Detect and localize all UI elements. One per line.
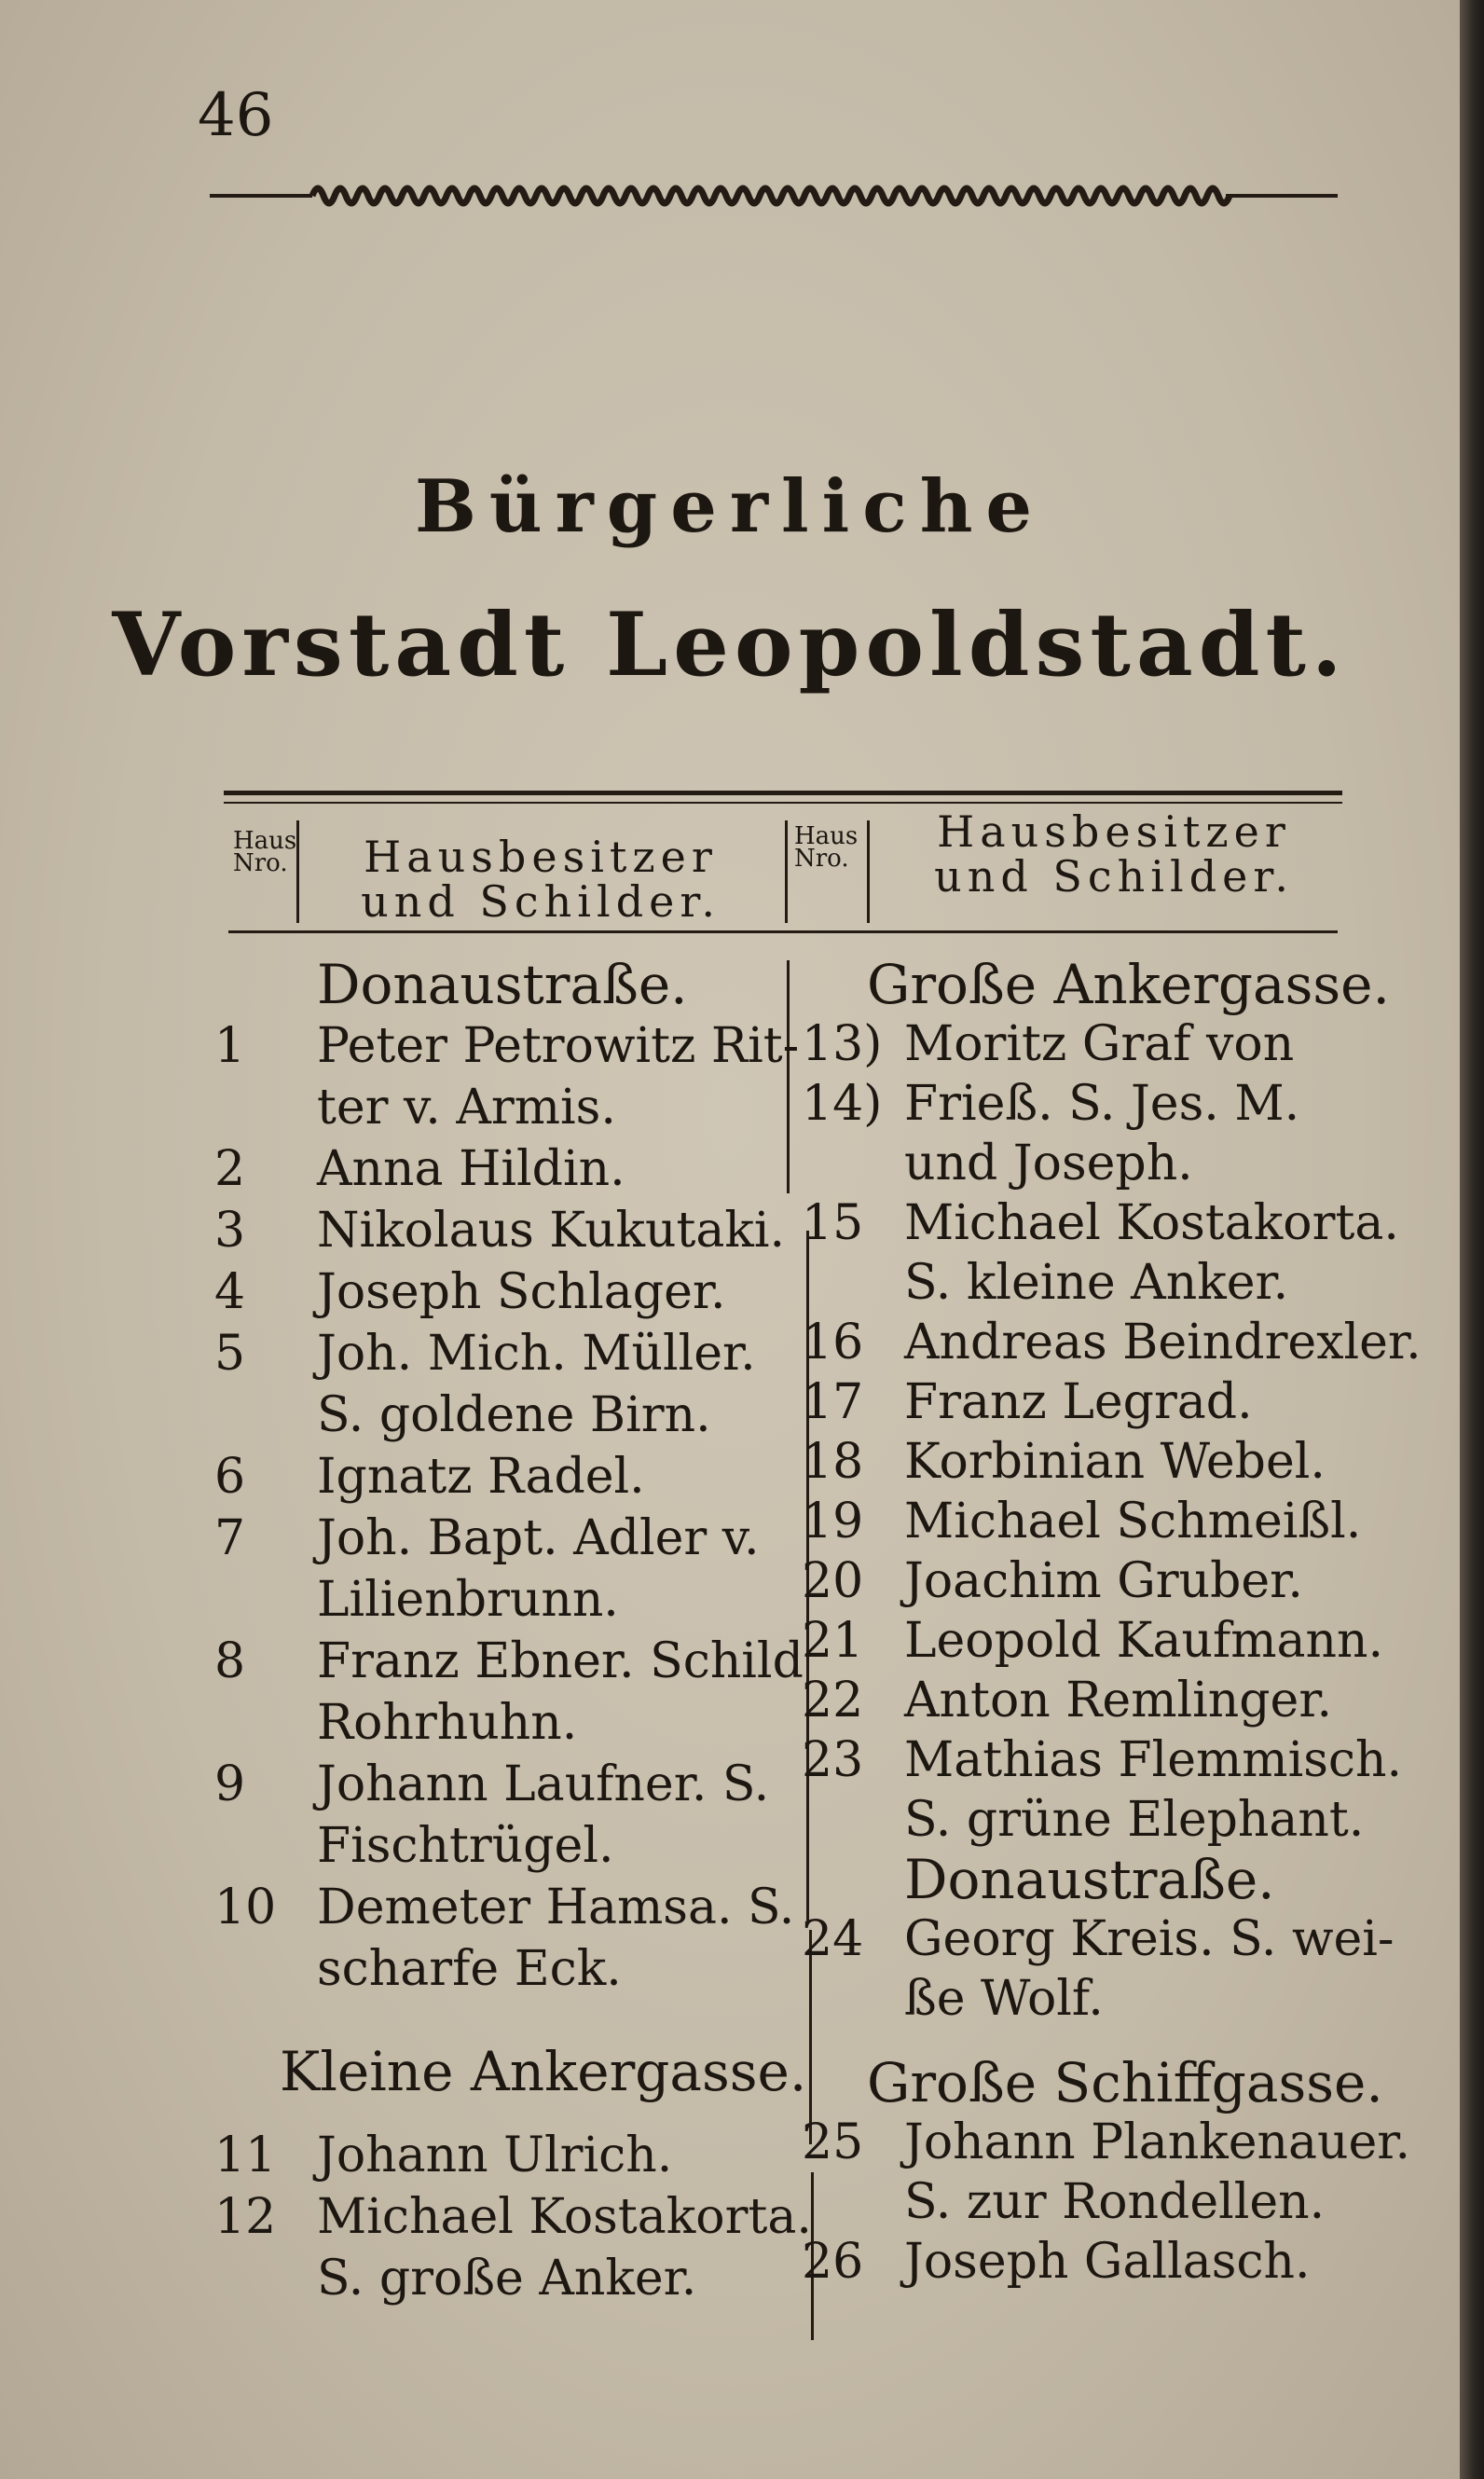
- owner-text: S. grüne Elephant.: [904, 1792, 1365, 1848]
- owner-text: Johann Ulrich.: [317, 2128, 673, 2183]
- owner-text: Franz Legrad.: [904, 1374, 1253, 1430]
- house-number-header-left: Haus Nro.: [233, 827, 297, 877]
- owner-text: Anna Hildin.: [317, 1141, 625, 1197]
- owner-text: Joachim Gruber.: [904, 1553, 1303, 1609]
- owner-text: Joseph Schlager.: [317, 1264, 726, 1320]
- house-number: 16: [802, 1315, 864, 1370]
- header-divider: [867, 820, 870, 923]
- house-number: 1: [214, 1018, 246, 1074]
- owner-text: Georg Kreis. S. wei-: [904, 1911, 1395, 1967]
- house-number: 14): [802, 1076, 883, 1132]
- house-number: 4: [214, 1264, 246, 1320]
- owner-text: Joh. Mich. Müller.: [317, 1326, 756, 1382]
- owner-text: und Joseph.: [904, 1136, 1193, 1191]
- house-number-header-right: Haus Nro.: [794, 822, 859, 873]
- owner-text: S. große Anker.: [317, 2251, 697, 2307]
- owner-text: Moritz Graf von: [904, 1016, 1295, 1072]
- house-number: 21: [802, 1613, 864, 1669]
- street-name: Große Schiffgasse.: [867, 2051, 1383, 2114]
- owner-text: Johann Plankenauer.: [904, 2114, 1410, 2170]
- owner-text: S. kleine Anker.: [904, 1255, 1289, 1311]
- header-top-rule: [224, 791, 1342, 795]
- house-number: 17: [802, 1374, 864, 1430]
- owner-text: Frieß. S. Jes. M.: [904, 1076, 1300, 1132]
- owner-text: Leopold Kaufmann.: [904, 1613, 1384, 1669]
- owner-text: ße Wolf.: [904, 1971, 1104, 2027]
- house-number: 7: [214, 1510, 246, 1566]
- house-number: 25: [802, 2114, 864, 2170]
- house-number: 11: [214, 2128, 277, 2183]
- owner-text: scharfe Eck.: [317, 1941, 622, 1997]
- owner-text: Peter Petrowitz Rit-: [317, 1018, 800, 1074]
- owner-text: Franz Ebner. Schild: [317, 1633, 804, 1689]
- owner-text: Demeter Hamsa. S.: [317, 1880, 795, 1935]
- house-number: 19: [802, 1494, 864, 1549]
- house-number: 15: [802, 1195, 864, 1251]
- owner-text: Joseph Gallasch.: [904, 2234, 1311, 2290]
- owner-text: S. goldene Birn.: [317, 1387, 711, 1443]
- wavy-rule-ornament: [210, 168, 1338, 224]
- owner-text: Rohrhuhn.: [317, 1695, 578, 1751]
- house-number: 13): [802, 1016, 883, 1072]
- owner-text: Andreas Beindrexler.: [904, 1315, 1422, 1370]
- street-name: Donaustraße.: [317, 953, 688, 1016]
- house-number: 6: [214, 1449, 246, 1505]
- owner-text: Joh. Bapt. Adler v.: [317, 1510, 760, 1566]
- owner-text: Johann Laufner. S.: [317, 1756, 770, 1812]
- header-divider: [785, 820, 788, 923]
- house-number: 23: [802, 1732, 864, 1788]
- house-number: 8: [214, 1633, 246, 1689]
- owner-text: Korbinian Webel.: [904, 1434, 1326, 1490]
- street-name: Kleine Ankergasse.: [280, 2040, 807, 2103]
- street-name: Große Ankergasse.: [867, 953, 1390, 1016]
- header-bottom-rule: [228, 930, 1338, 933]
- header-divider: [296, 820, 299, 923]
- owner-text: Mathias Flemmisch.: [904, 1732, 1403, 1788]
- house-number: 24: [802, 1911, 864, 1967]
- owner-text: S. zur Rondellen.: [904, 2174, 1326, 2230]
- page-number: 46: [198, 81, 274, 150]
- house-number: 22: [802, 1673, 864, 1728]
- owners-header-right: Hausbesitzer und Schilder.: [934, 806, 1294, 902]
- street-name: Donaustraße.: [904, 1848, 1275, 1911]
- house-number: 9: [214, 1756, 246, 1812]
- house-number: 3: [214, 1203, 246, 1259]
- house-number: 26: [802, 2234, 864, 2290]
- owner-text: Ignatz Radel.: [317, 1449, 645, 1505]
- page-title-line-1: Bürgerliche: [414, 464, 1046, 549]
- owner-text: Michael Kostakorta.: [317, 2189, 812, 2245]
- book-edge: [1460, 0, 1484, 2479]
- house-number: 10: [214, 1880, 277, 1935]
- house-number: 18: [802, 1434, 864, 1490]
- house-number: 12: [214, 2189, 277, 2245]
- owner-text: Anton Remlinger.: [904, 1673, 1332, 1728]
- owner-text: Michael Schmeißl.: [904, 1494, 1362, 1549]
- page-title-line-2: Vorstadt Leopoldstadt.: [112, 594, 1348, 696]
- house-number: 20: [802, 1553, 864, 1609]
- column-divider: [787, 960, 790, 1193]
- header-top-rule-2: [224, 802, 1342, 804]
- owner-text: Lilienbrunn.: [317, 1572, 619, 1628]
- house-number: 5: [214, 1326, 246, 1382]
- owner-text: Fischtrügel.: [317, 1818, 614, 1874]
- owner-text: Nikolaus Kukutaki.: [317, 1203, 786, 1259]
- owner-text: ter v. Armis.: [317, 1080, 616, 1136]
- house-number: 2: [214, 1141, 246, 1197]
- owners-header-left: Hausbesitzer und Schilder.: [361, 832, 721, 927]
- owner-text: Michael Kostakorta.: [904, 1195, 1399, 1251]
